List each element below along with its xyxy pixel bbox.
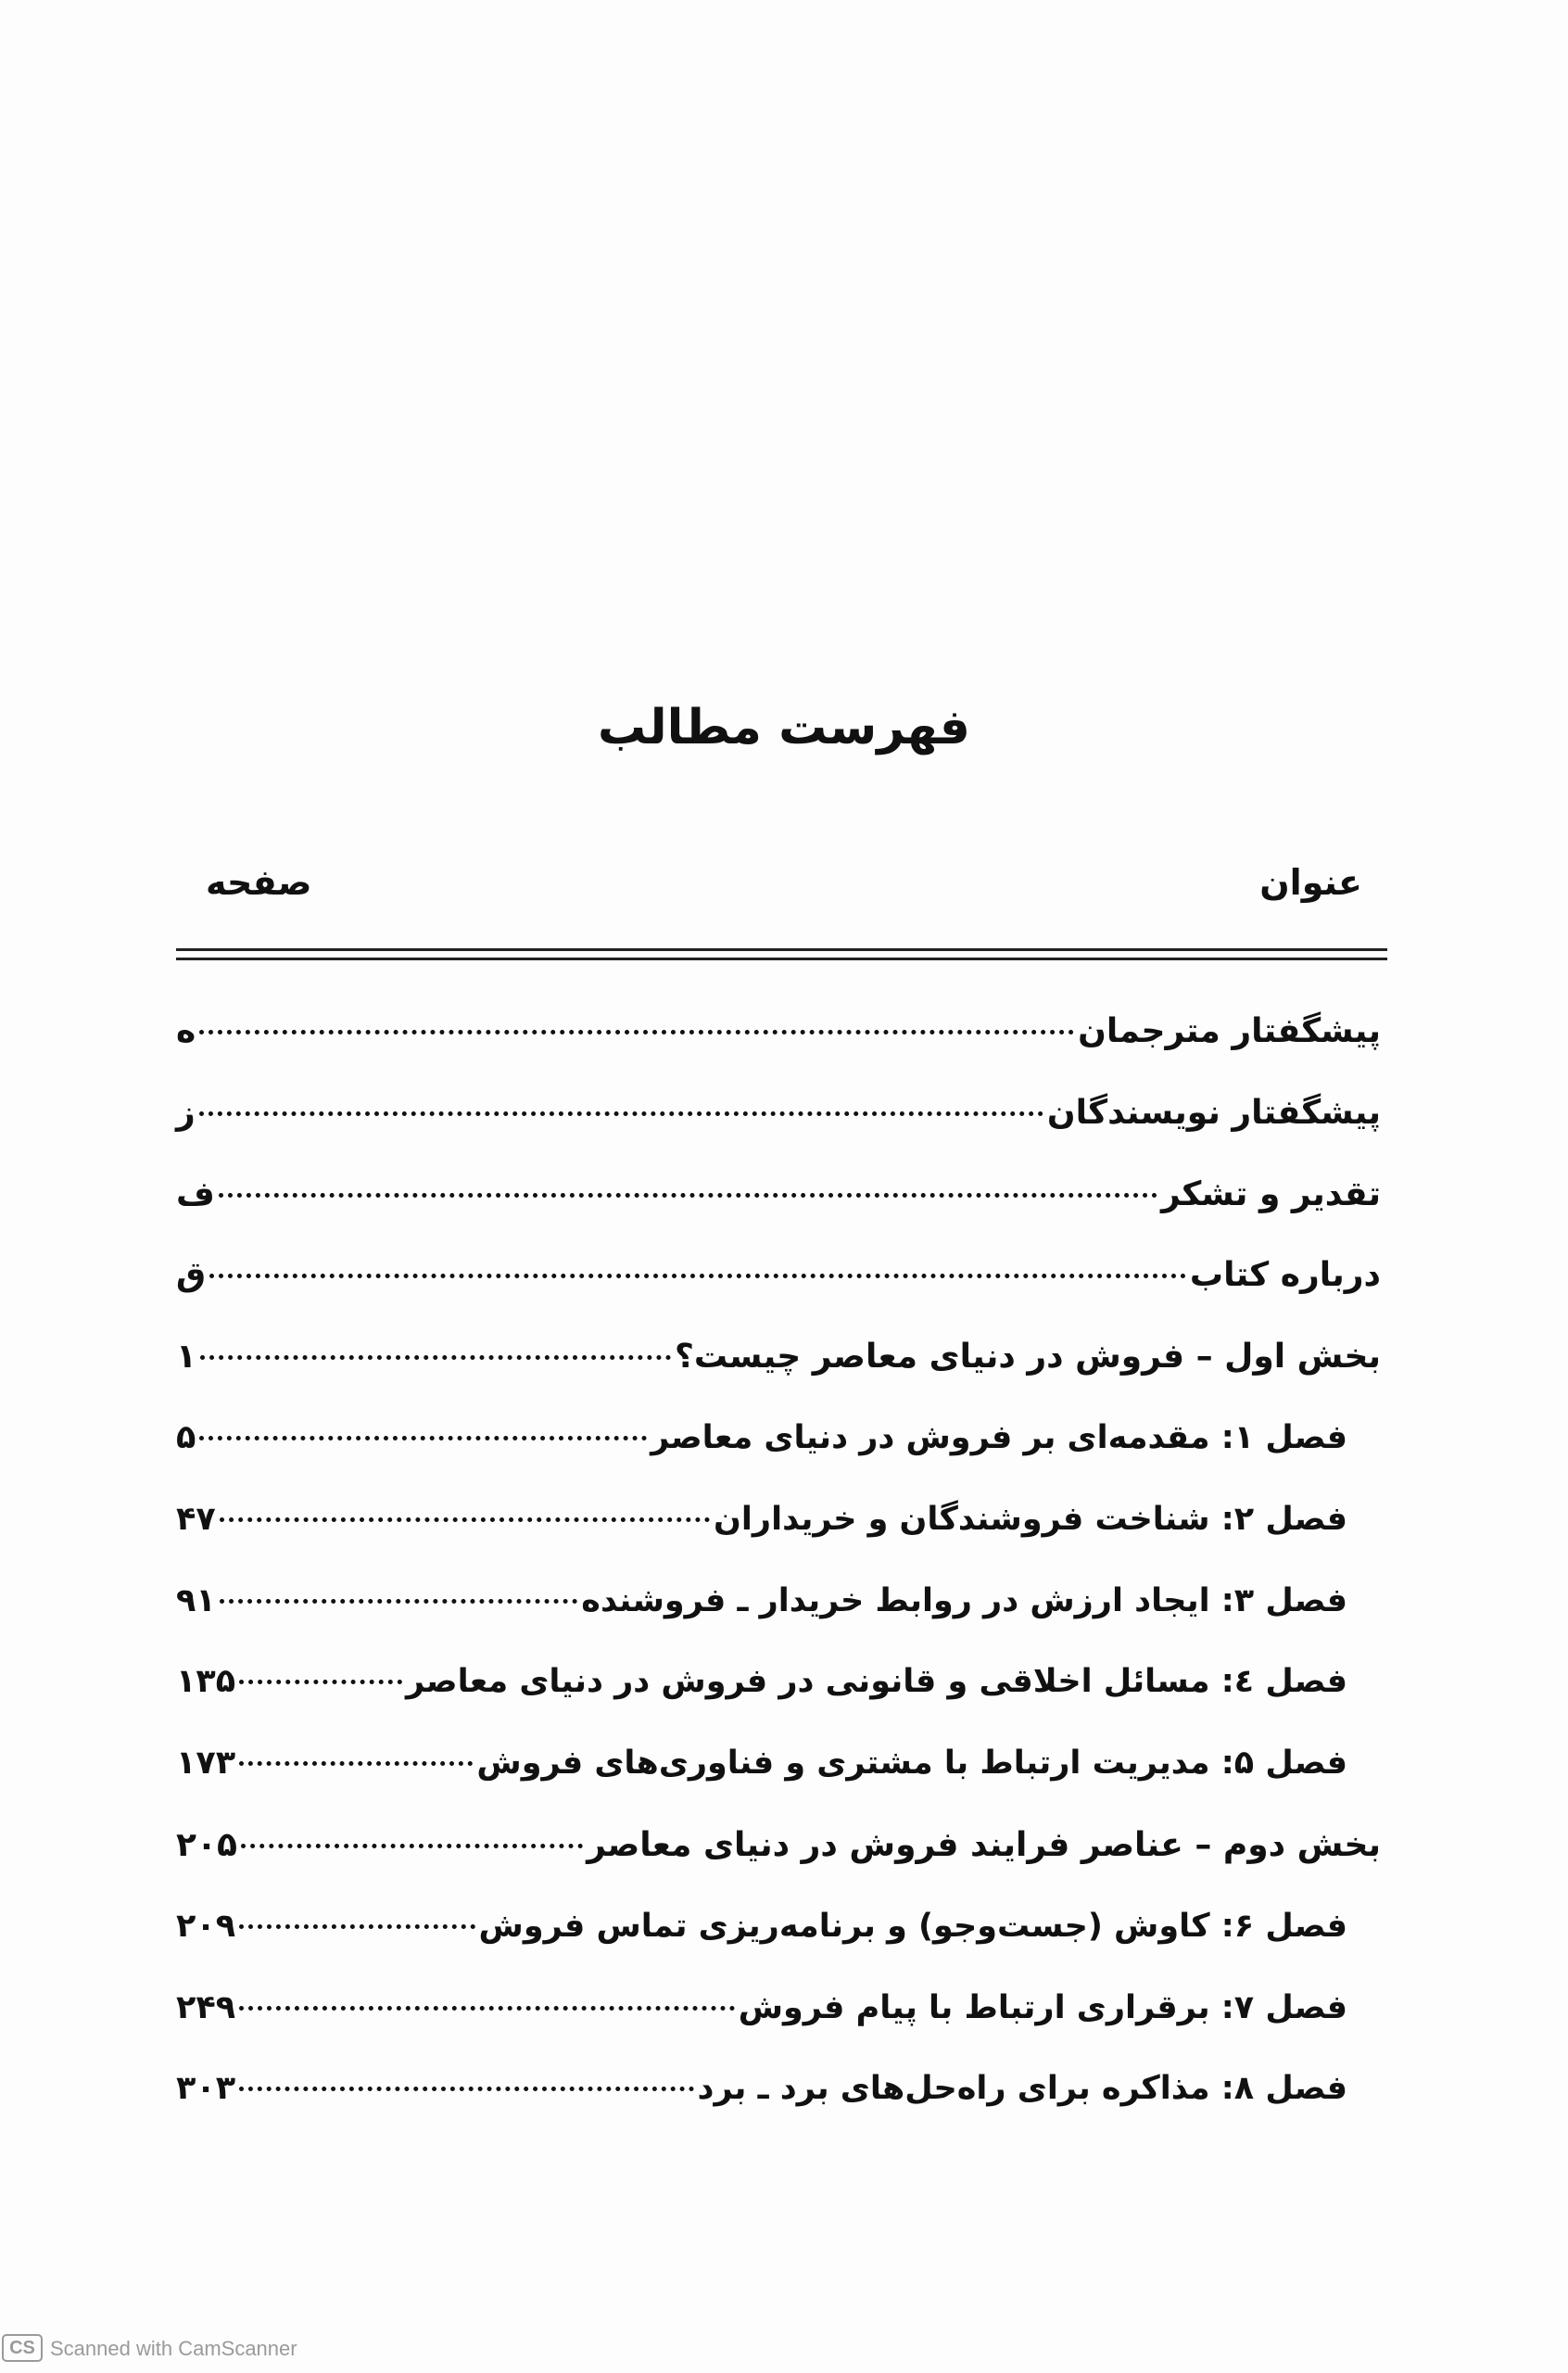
toc-entry-title: فصل ٤: مسائل اخلاقی و قانونی در فروش در دنیای معاصر bbox=[405, 1663, 1347, 1701]
toc-entry-page: ۹۱ bbox=[176, 1581, 216, 1619]
toc-chapter-row bbox=[176, 2070, 1381, 2151]
toc-section-row bbox=[176, 1175, 1381, 1257]
toc-leader-dots bbox=[239, 2006, 735, 2011]
toc-chapter-row bbox=[176, 1908, 1381, 1989]
scanner-watermark: Scanned with CamScanner bbox=[50, 2337, 297, 2360]
toc-entry-title: فصل ۲: شناخت فروشندگان و خریداران bbox=[714, 1500, 1347, 1538]
toc-chapter-row bbox=[176, 1419, 1381, 1501]
toc-entry-page: ۱۷۳ bbox=[176, 1745, 236, 1783]
toc-entry-page: ۳۰۳ bbox=[176, 2070, 236, 2108]
toc-leader-dots bbox=[241, 1844, 583, 1848]
toc-chapter-row bbox=[176, 1989, 1381, 2071]
toc-entry-page: ف bbox=[176, 1174, 215, 1213]
toc-chapter-row bbox=[176, 1501, 1381, 1582]
toc-list bbox=[176, 1012, 1381, 2151]
toc-chapter-row bbox=[176, 1745, 1381, 1826]
toc-entry-title: فصل ۱: مقدمه‌ای بر فروش در دنیای معاصر bbox=[651, 1418, 1347, 1456]
toc-leader-dots bbox=[209, 1274, 1186, 1278]
toc-entry-title: فصل ۸: مذاکره برای راه‌حل‌های برد ـ برد bbox=[697, 2070, 1347, 2108]
toc-entry-page: ۲۴۹ bbox=[176, 1988, 236, 2026]
header-rule-bottom bbox=[176, 958, 1387, 960]
toc-section-row bbox=[176, 1012, 1381, 1094]
toc-entry-title: پیشگفتار نویسندگان bbox=[1046, 1093, 1381, 1132]
toc-section-row bbox=[176, 1094, 1381, 1175]
toc-section-row bbox=[176, 1826, 1381, 1908]
toc-entry-page: ق bbox=[176, 1256, 207, 1295]
toc-entry-title: فصل ۷: برقراری ارتباط با پیام فروش bbox=[738, 1988, 1347, 2026]
toc-section-row bbox=[176, 1256, 1381, 1338]
toc-entry-title: فصل ۳: ایجاد ارزش در روابط خریدار ـ فروشنده bbox=[581, 1581, 1347, 1619]
toc-entry-page: ۲۰۵ bbox=[176, 1825, 237, 1864]
toc-entry-title: بخش اول – فروش در دنیای معاصر چیست؟ bbox=[674, 1338, 1381, 1377]
toc-leader-dots bbox=[239, 2087, 693, 2091]
toc-entry-page: ۴۷ bbox=[176, 1500, 216, 1538]
toc-leader-dots bbox=[220, 1517, 710, 1522]
toc-leader-dots bbox=[239, 1680, 402, 1684]
toc-section-row bbox=[176, 1338, 1381, 1419]
toc-entry-page: ۲۰۹ bbox=[176, 1907, 236, 1945]
toc-leader-dots bbox=[199, 1111, 1043, 1116]
toc-entry-page: ۱ bbox=[176, 1338, 196, 1377]
toc-leader-dots bbox=[199, 1436, 647, 1440]
toc-entry-title: تقدیر و تشکر bbox=[1160, 1174, 1381, 1213]
toc-entry-page: ز bbox=[176, 1093, 196, 1132]
column-header-page: صفحه bbox=[206, 862, 312, 903]
toc-leader-dots bbox=[200, 1355, 671, 1360]
toc-leader-dots bbox=[219, 1193, 1157, 1198]
toc-entry-title: فصل ۵: مدیریت ارتباط با مشتری و فناوری‌های فروش bbox=[476, 1745, 1347, 1783]
toc-chapter-row bbox=[176, 1663, 1381, 1745]
toc-entry-title: فصل ۶: کاوش (جست‌وجو) و برنامه‌ریزی تماس فروش bbox=[478, 1907, 1347, 1945]
toc-chapter-row bbox=[176, 1582, 1381, 1664]
toc-entry-title: درباره کتاب bbox=[1189, 1256, 1381, 1295]
page-title: فهرست مطالب bbox=[598, 700, 970, 755]
camscanner-logo: CS bbox=[2, 2334, 43, 2362]
toc-leader-dots bbox=[199, 1030, 1074, 1034]
column-header-title: عنوان bbox=[1259, 862, 1362, 903]
toc-entry-title: بخش دوم – عناصر فرایند فروش در دنیای معاصر bbox=[587, 1825, 1381, 1864]
toc-entry-page: ه bbox=[176, 1012, 196, 1050]
toc-entry-page: ۵ bbox=[176, 1418, 196, 1456]
header-rule-top bbox=[176, 948, 1387, 951]
toc-leader-dots bbox=[239, 1924, 474, 1929]
toc-entry-page: ۱۳۵ bbox=[176, 1663, 236, 1701]
toc-leader-dots bbox=[239, 1761, 473, 1766]
toc-entry-title: پیشگفتار مترجمان bbox=[1078, 1012, 1381, 1050]
toc-leader-dots bbox=[220, 1599, 578, 1604]
